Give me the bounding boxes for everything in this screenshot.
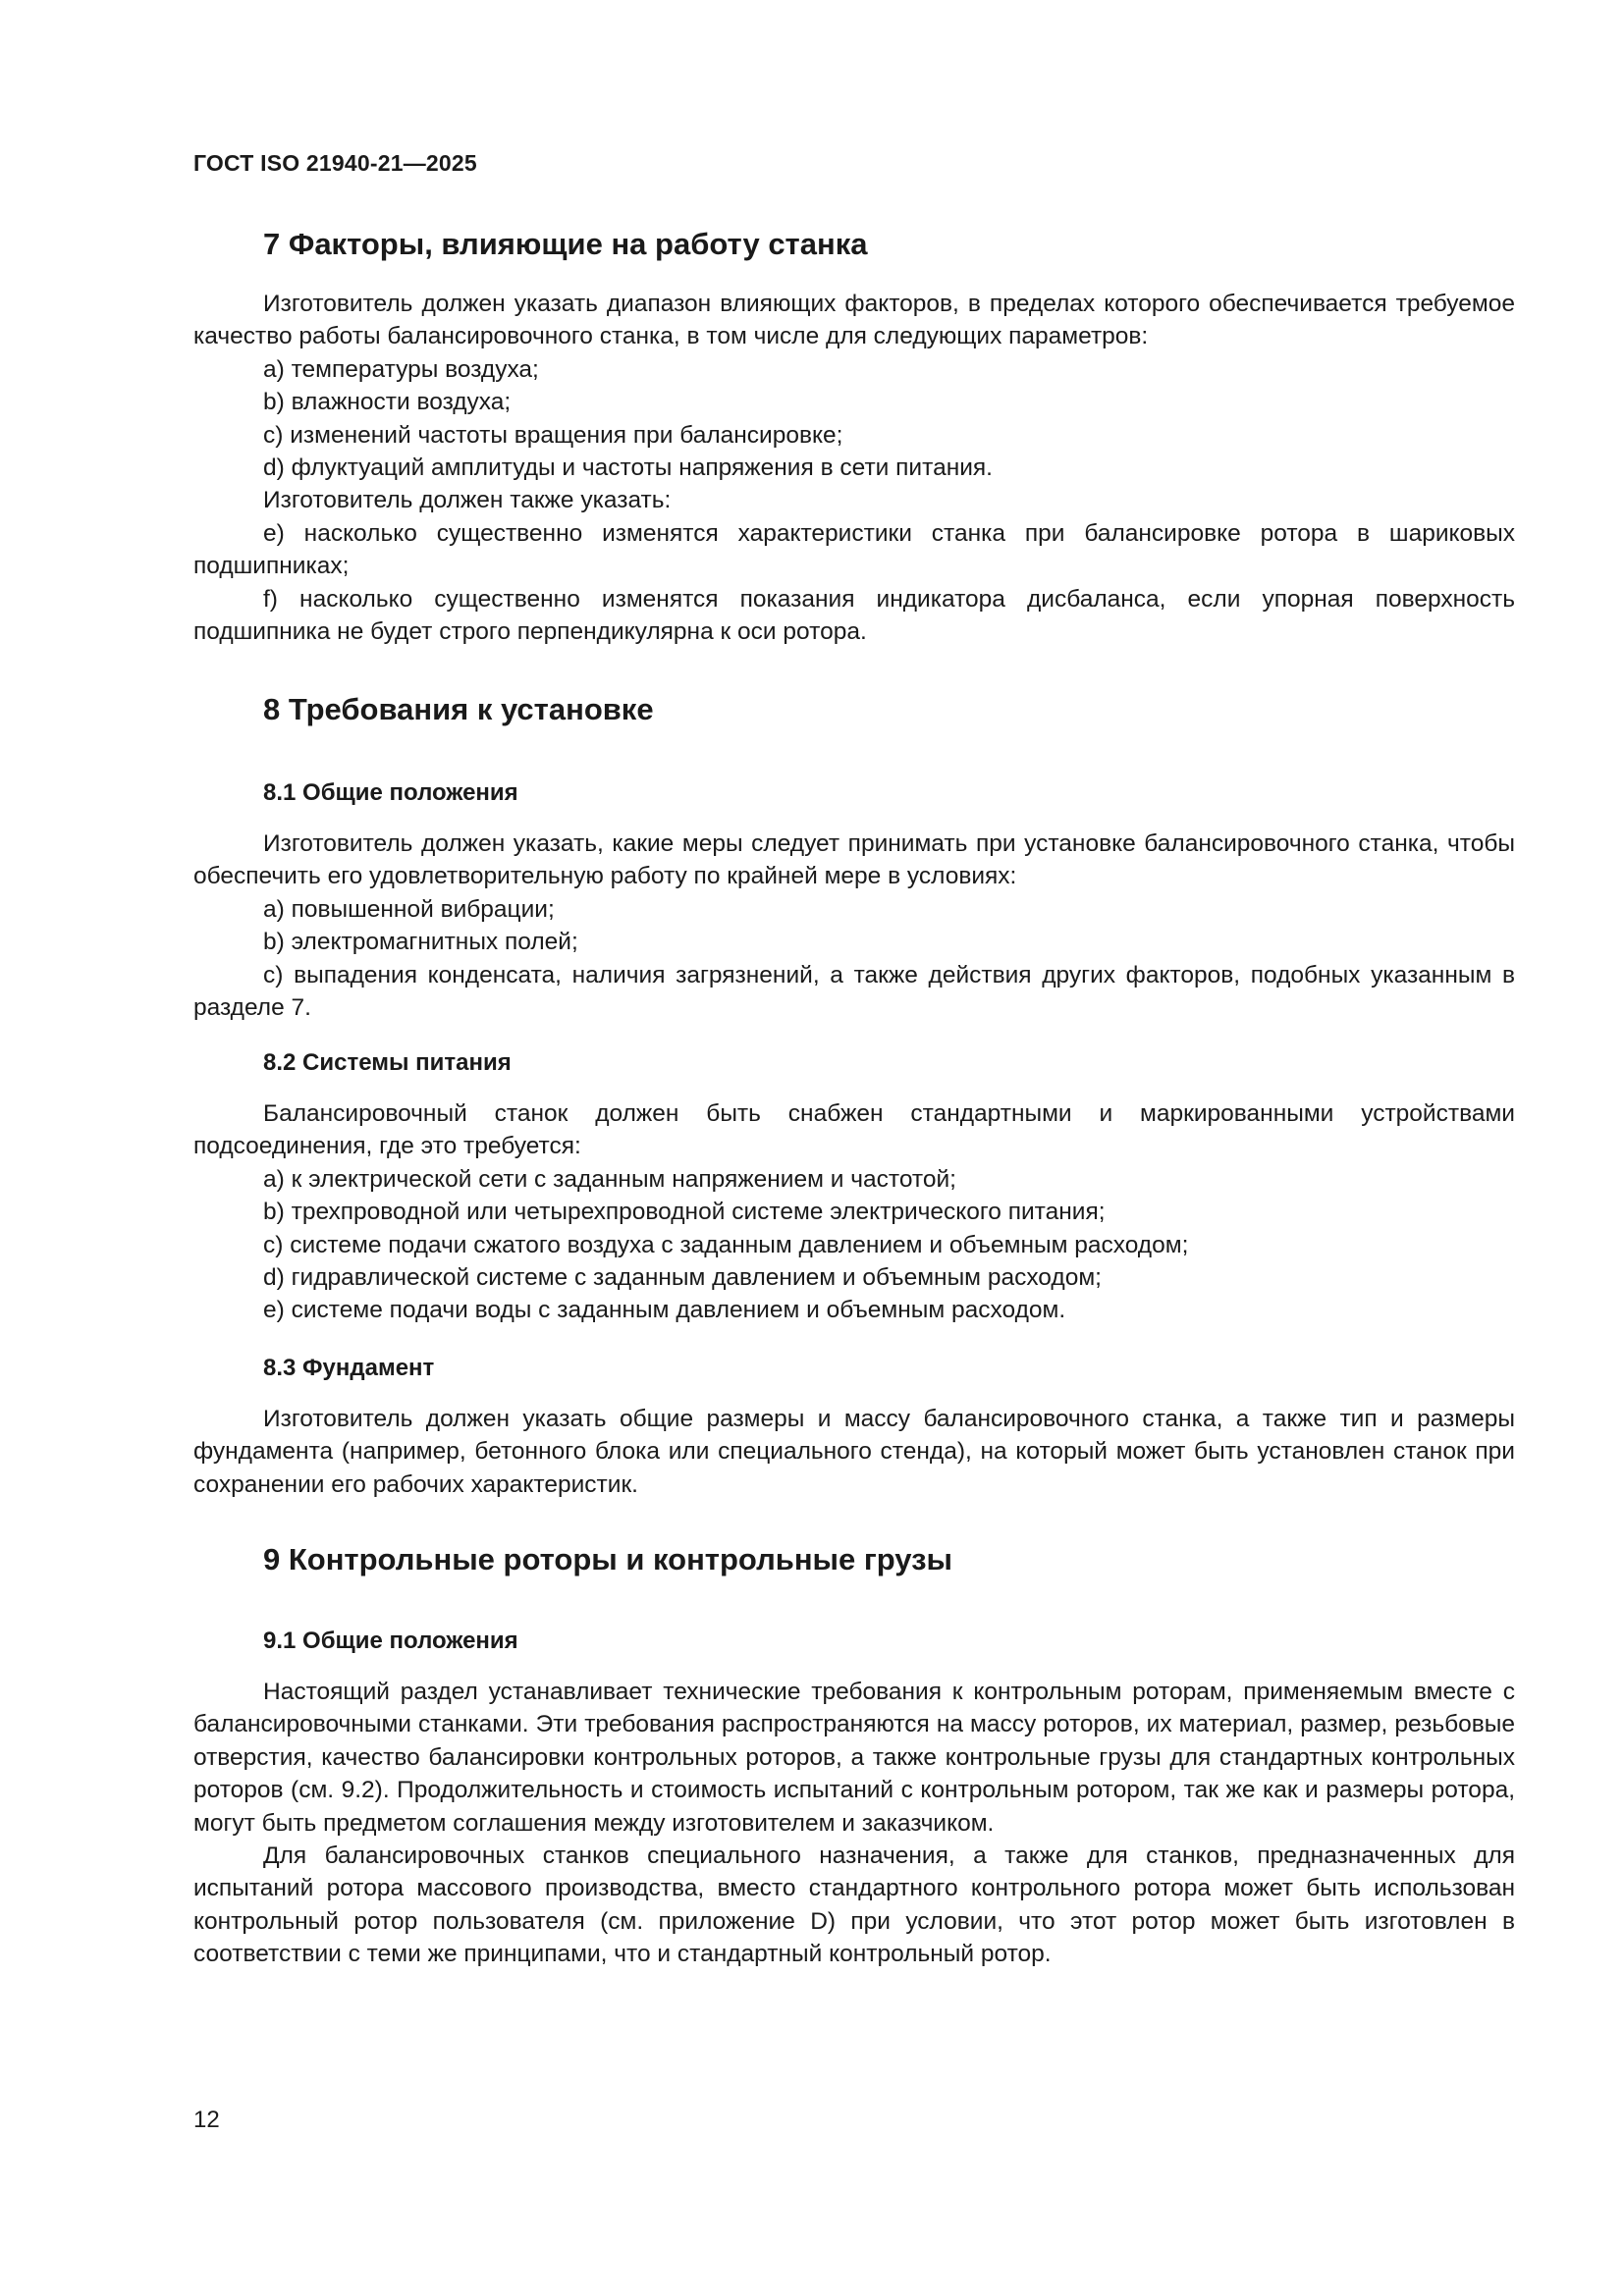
section-7-also: Изготовитель должен также указать: [263, 487, 672, 514]
list-item: b) трехпроводной или четырехпроводной системе электрического питания; [263, 1199, 1106, 1226]
section-8-title: 8 Требования к установке [263, 692, 654, 726]
subsection-8-3-body [193, 1403, 1515, 1501]
list-item: a) повышенной вибрации; [263, 895, 555, 923]
subsection-9-1-title: 9.1 Общие положения [263, 1628, 518, 1654]
subsection-8-2-title: 8.2 Системы питания [263, 1049, 512, 1076]
list-item: f) насколько существенно изменятся показания индикатора дисбаланса, если упорная поверхность подшипника не будет строго перпендикулярна к оси ротора. [193, 585, 1515, 646]
section-7-title: 7 Факторы, влияющие на работу станка [263, 227, 868, 261]
section-7-intro: Изготовитель должен указать диапазон влияющих факторов, в пределах которого обеспечивается требуемое качество работы балансировочного станка, в том числе для следующих параметров: [193, 291, 1515, 350]
document-header: ГОСТ ISO 21940-21—2025 [193, 150, 477, 176]
section-9-title: 9 Контрольные роторы и контрольные грузы [263, 1542, 953, 1576]
list-item: d) гидравлической системе с заданным давлением и объемным расходом; [263, 1264, 1102, 1292]
list-item: c) выпадения конденсата, наличия загрязнений, а также действия других факторов, подобных указанным в разделе 7. [193, 961, 1515, 1022]
list-item: e) системе подачи воды с заданным давлением и объемным расходом. [263, 1297, 1066, 1324]
list-item: c) системе подачи сжатого воздуха с заданным давлением и объемным расходом; [263, 1231, 1189, 1258]
subsection-9-1-paragraph: Настоящий раздел устанавливает технические требования к контрольным роторам, применяемым вместе с балансировочными станками. Эти требования распространяются на массу роторов, их материал, размер, резьбовые отверстия, качество балансировки контрольных роторов, а также контрольные грузы для стандартных контрольных роторов (см. 9.2). Продолжительность и стоимость испытаний с контрольным ротором, так же как и размеры ротора, могут быть предметом соглашения между изготовителем и заказчиком. [193, 1679, 1515, 1837]
subsection-9-1-paragraph: Для балансировочных станков специального назначения, а также для станков, предназначенных для испытаний ротора массового производства, вместо стандартного контрольного ротора может быть использован контрольный ротор пользователя (см. приложение D) при условии, что этот ротор может быть изготовлен в соответствии с теми же принципами, что и стандартный контрольный ротор. [193, 1842, 1515, 1968]
subsection-8-2-intro: Балансировочный станок должен быть снабжен стандартными и маркированными устройствами подсоединения, где это требуется: [193, 1100, 1515, 1160]
list-item: b) электромагнитных полей; [263, 929, 578, 956]
subsection-8-1-title: 8.1 Общие положения [263, 779, 518, 806]
subsection-8-3-text: Изготовитель должен указать общие размеры и массу балансировочного станка, а также тип и размеры фундамента (например, бетонного блока или специального стенда), на который может быть установлен станок при сохранении его рабочих характеристик. [193, 1406, 1515, 1498]
list-item: b) влажности воздуха; [263, 389, 512, 416]
subsection-8-2-body [193, 1097, 1515, 1327]
subsection-8-1-body [193, 828, 1515, 1024]
subsection-8-1-intro: Изготовитель должен указать, какие меры следует принимать при установке балансировочного станка, чтобы обеспечить его удовлетворительную работу по крайней мере в условиях: [193, 830, 1515, 890]
list-item: d) флуктуаций амплитуды и частоты напряжения в сети питания. [263, 454, 993, 482]
section-7-body [193, 288, 1515, 648]
list-item: a) температуры воздуха; [263, 355, 539, 383]
subsection-8-3-title: 8.3 Фундамент [263, 1355, 435, 1381]
page-number: 12 [193, 2107, 220, 2133]
subsection-9-1-body [193, 1676, 1515, 1971]
list-item: a) к электрической сети с заданным напряжением и частотой; [263, 1165, 956, 1193]
list-item: e) насколько существенно изменятся характеристики станка при балансировке ротора в шариковых подшипниках; [193, 519, 1515, 580]
list-item: c) изменений частоты вращения при балансировке; [263, 421, 843, 449]
